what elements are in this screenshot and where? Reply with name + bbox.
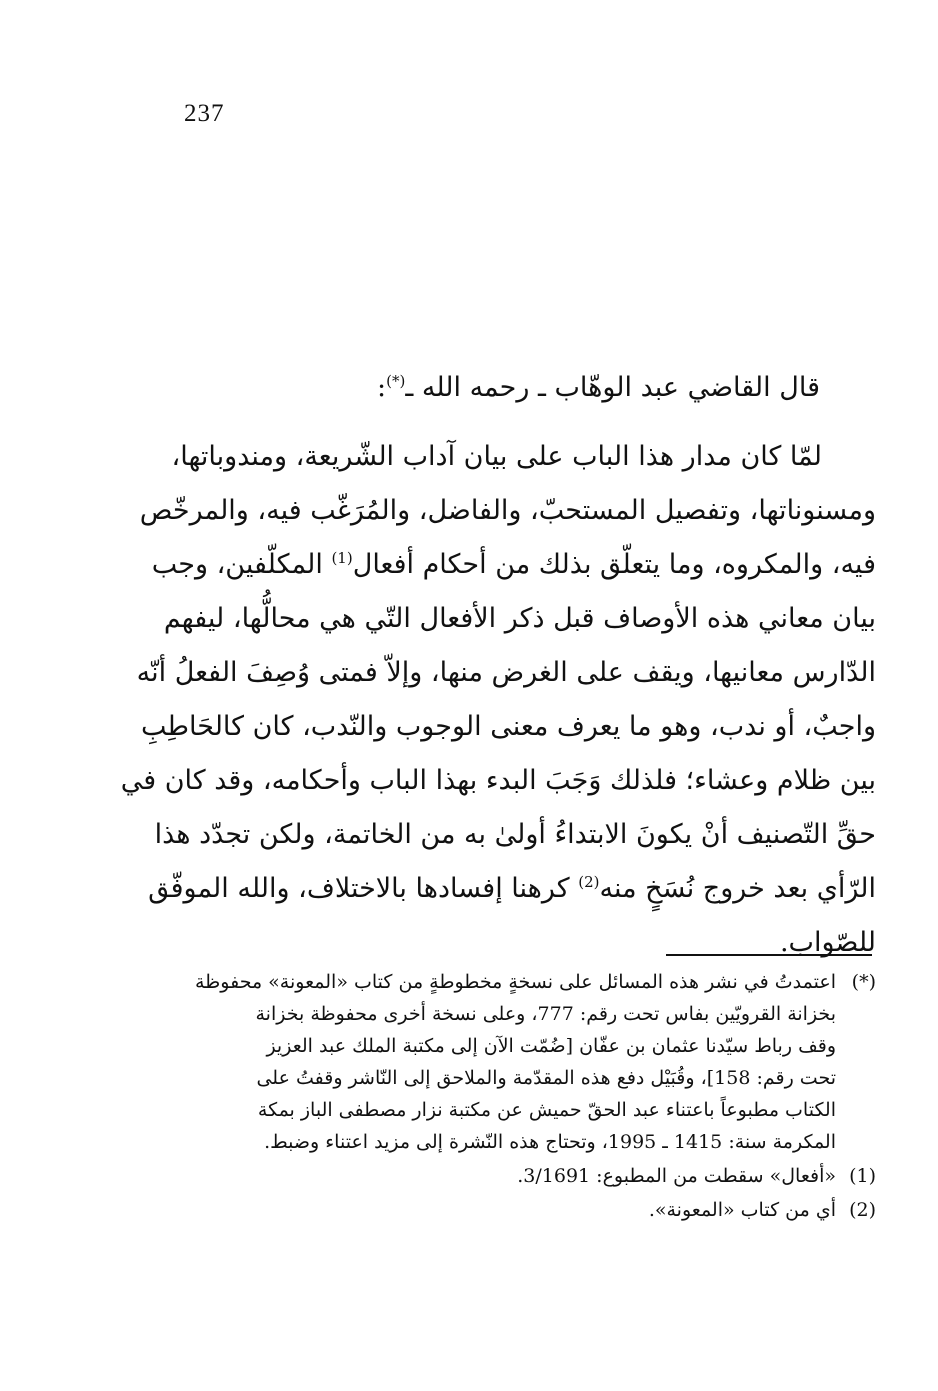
footnote-line: اعتمدتُ في نشر هذه المسائل على نسخةٍ مخطوطةٍ من كتاب «المعونة» محفوظة (194, 971, 836, 993)
footnote-text: أي من كتاب «المعونة». (648, 1199, 836, 1221)
footnote-1 (176, 1160, 876, 1192)
footnote-divider (666, 954, 872, 956)
heading-colon: : (377, 372, 387, 403)
body-line: بيان معاني هذه الأوصاف قبل ذكر الأفعال التّي هي محالُّها، ليفهم (163, 603, 876, 634)
body-line: واجبٌ، أو ندب، وهو ما يعرف معنى الوجوب والنّدب، كان كالحَاطِبِ (141, 711, 876, 742)
heading-text: قال القاضي عبد الوهّاب ـ رحمه الله ـ (405, 372, 820, 403)
footnote-ref-1: (1) (331, 549, 353, 567)
footnote-star (176, 966, 876, 1158)
body-line: حقِّ التّصنيف أنْ يكونَ الابتداءُ أولىٰ به من الخاتمة، ولكن تجدّد هذا (154, 819, 876, 850)
footnote-line: تحت رقم: 158]، وقُبَيْل دفع هذه المقدّمة والملاحق إلى النّاشر وقفتُ على (256, 1067, 836, 1089)
body-line: ومسنوناتها، وتفصيل المستحبّ، والفاضل، والمُرَغّب فيه، والمرخّص (139, 495, 876, 526)
body-line: الدّارس معانيها، ويقف على الغرض منها، وإلاّ فمتى وُصِفَ الفعلُ أنّه (136, 657, 876, 688)
body-line-part: المكلّفين، وجب (151, 549, 332, 580)
body-line (151, 538, 876, 592)
page-number: 237 (184, 100, 225, 127)
body-line (148, 862, 876, 916)
footnote-2 (176, 1194, 876, 1226)
body-line: بين ظلام وعشاء؛ فلذلك وَجَبَ البدء بهذا الباب وأحكامه، وقد كان في (120, 765, 876, 796)
body-line-part: الرّأي بعد خروج نُسَخٍ منه (599, 873, 876, 904)
footnotes (176, 966, 876, 1226)
footnote-line: الكتاب مطبوعاً باعتناء عبد الحقّ حميش عن مكتبة نزار مصطفى الباز بمكة (257, 1099, 836, 1121)
body-line: للصّواب. (779, 927, 876, 958)
section-heading (377, 368, 820, 408)
body-line-part: كرهنا إفسادها بالاختلاف، والله الموفّق (148, 873, 579, 904)
footnote-text: «أفعال» سقطت من المطبوع: 3/1691. (517, 1165, 836, 1187)
footnote-mark: (*) (851, 971, 876, 993)
body-line-part: فيه، والمكروه، وما يتعلّق بذلك من أحكام أفعال (352, 549, 876, 580)
footnote-line: بخزانة القرويّين بفاس تحت رقم: 777، وعلى نسخة أخرى محفوظة بخزانة (255, 1003, 836, 1025)
footnote-line: وقف رباط سيّدنا عثمان بن عفّان [ضُمّت الآن إلى مكتبة الملك عبد العزيز (266, 1035, 836, 1057)
footnote-ref-2: (2) (578, 873, 600, 891)
heading-note-mark: (*) (386, 372, 406, 390)
footnote-mark: (2) (849, 1199, 876, 1221)
body-line: لمّا كان مدار هذا الباب على بيان آداب الشّريعة، ومندوباتها، (171, 441, 822, 472)
body-paragraph (120, 430, 876, 970)
footnote-mark: (1) (849, 1165, 876, 1187)
footnote-text (176, 966, 836, 1158)
footnote-line: المكرمة سنة: 1415 ـ 1995، وتحتاج هذه النّشرة إلى مزيد اعتناء وضبط. (264, 1131, 836, 1153)
